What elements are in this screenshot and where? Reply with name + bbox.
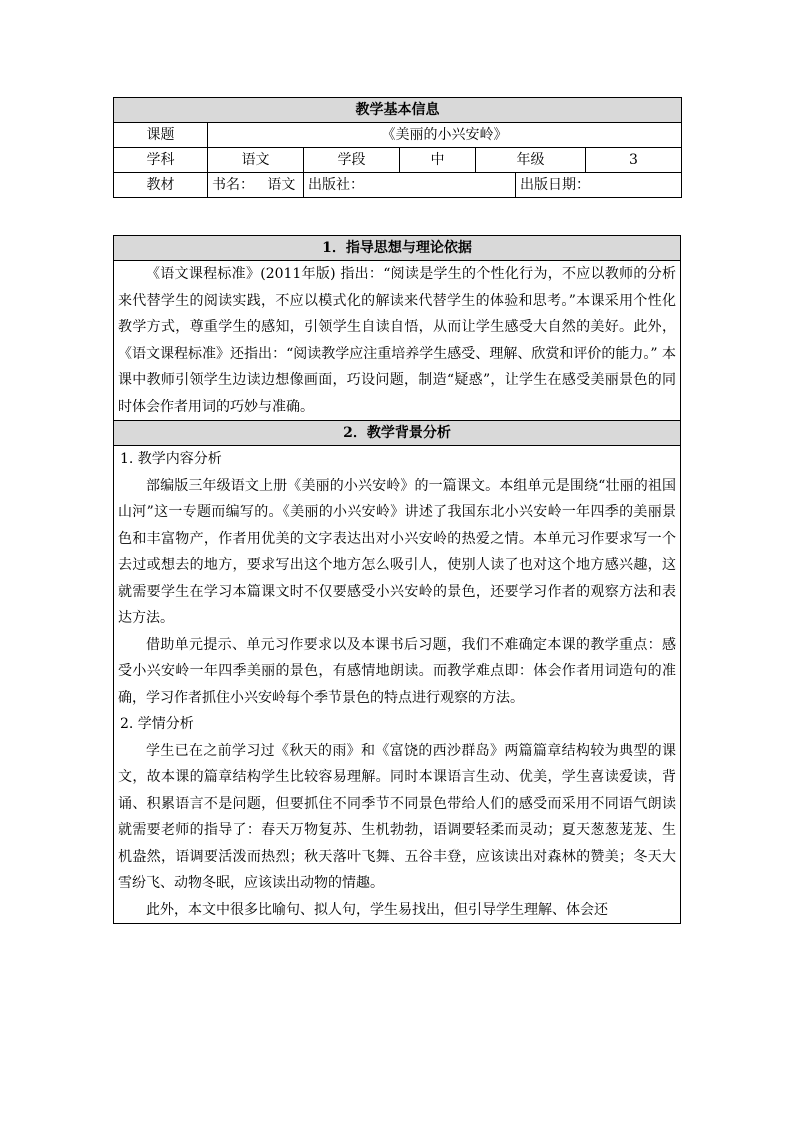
topic-value: 《美丽的小兴安岭》 [208, 123, 682, 148]
section1-paragraph: 《语文课程标准》(2011年版) 指出：“阅读是学生的个性化行为，不应以教师的分析来代替学生的阅读实践，不应以模式化的解读来代替学生的体验和思考。”本课采用个性化教学方式，尊重学生的感知，引领学生自读自悟，从而让学生感受大自然的美好。此外，《语文课程标准》还指出：“阅读教学应注重培养学生感受、理解、欣赏和评价的能力。” 本课中教师引领学生边读边想像画面，巧设问题，制造“疑惑”，让学生在感受美丽景色的同时体会作者用词的巧妙与准确。 [118, 266, 676, 415]
book-label: 书名： [212, 177, 254, 193]
section2-body [114, 446, 681, 924]
stage-value: 中 [400, 148, 476, 173]
student-analysis-paragraph-1: 学生已在之前学习过《秋天的雨》和《富饶的西沙群岛》两篇篇章结构较为典型的课文，故本课的篇章结构学生比较容易理解。同时本课语言生动、优美，学生喜读爱读，背诵、积累语言不是问题，但要抓住不同季节不同景色带给人们的感受而采用不同语气朗读就需要老师的指导了：春天万物复苏、生机勃勃，语调要轻柔而灵动；夏天葱葱茏茏、生机盎然，语调要活泼而热烈；秋天落叶飞舞、五谷丰登，应该读出对森林的赞美；冬天大雪纷飞、动物冬眠，应该读出动物的情趣。 [118, 742, 676, 891]
student-analysis-paragraph-2: 此外，本文中很多比喻句、拟人句，学生易找出，但引导学生理解、体会还 [146, 901, 608, 918]
subject-value: 语文 [208, 148, 304, 173]
material-label: 教材 [114, 173, 208, 198]
section1-header: 1．指导思想与理论依据 [114, 236, 681, 261]
section2-header: 2．教学背景分析 [114, 421, 681, 446]
publish-date-label: 出版日期： [516, 173, 682, 198]
grade-label: 年级 [476, 148, 586, 173]
book-value: 语文 [267, 177, 296, 193]
grade-value: 3 [586, 148, 682, 173]
basic-info-header: 教学基本信息 [114, 98, 682, 123]
content-analysis-paragraph-1: 部编版三年级语文上册《美丽的小兴安岭》的一篇课文。本组单元是围绕“壮丽的祖国山河”这一专题而编写的。《美丽的小兴安岭》讲述了我国东北小兴安岭一年四季的美丽景色和丰富物产，作者用优美的文字表达出对小兴安岭的热爱之情。本单元习作要求写一个去过或想去的地方，要求写出这个地方怎么吸引人，使别人读了也对这个地方感兴趣，这就需要学生在学习本篇课文时不仅要感受小兴安岭的景色，还要学习作者的观察方法和表达方法。 [118, 477, 676, 626]
basic-info-table [113, 97, 682, 198]
publisher-label: 出版社： [304, 173, 516, 198]
topic-label: 课题 [114, 123, 208, 148]
student-analysis-heading: 2. 学情分析 [120, 716, 194, 732]
section1-body [114, 261, 681, 421]
content-analysis-heading: 1. 教学内容分析 [120, 451, 222, 467]
stage-label: 学段 [304, 148, 400, 173]
subject-label: 学科 [114, 148, 208, 173]
analysis-table [113, 235, 681, 924]
content-analysis-paragraph-2: 借助单元提示、单元习作要求以及本课书后习题，我们不难确定本课的教学重点：感受小兴安岭一年四季美丽的景色，有感情地朗读。而教学难点即：体会作者用词造句的准确，学习作者抓住小兴安岭每个季节景色的特点进行观察的方法。 [118, 636, 676, 706]
book-cell [208, 173, 304, 198]
